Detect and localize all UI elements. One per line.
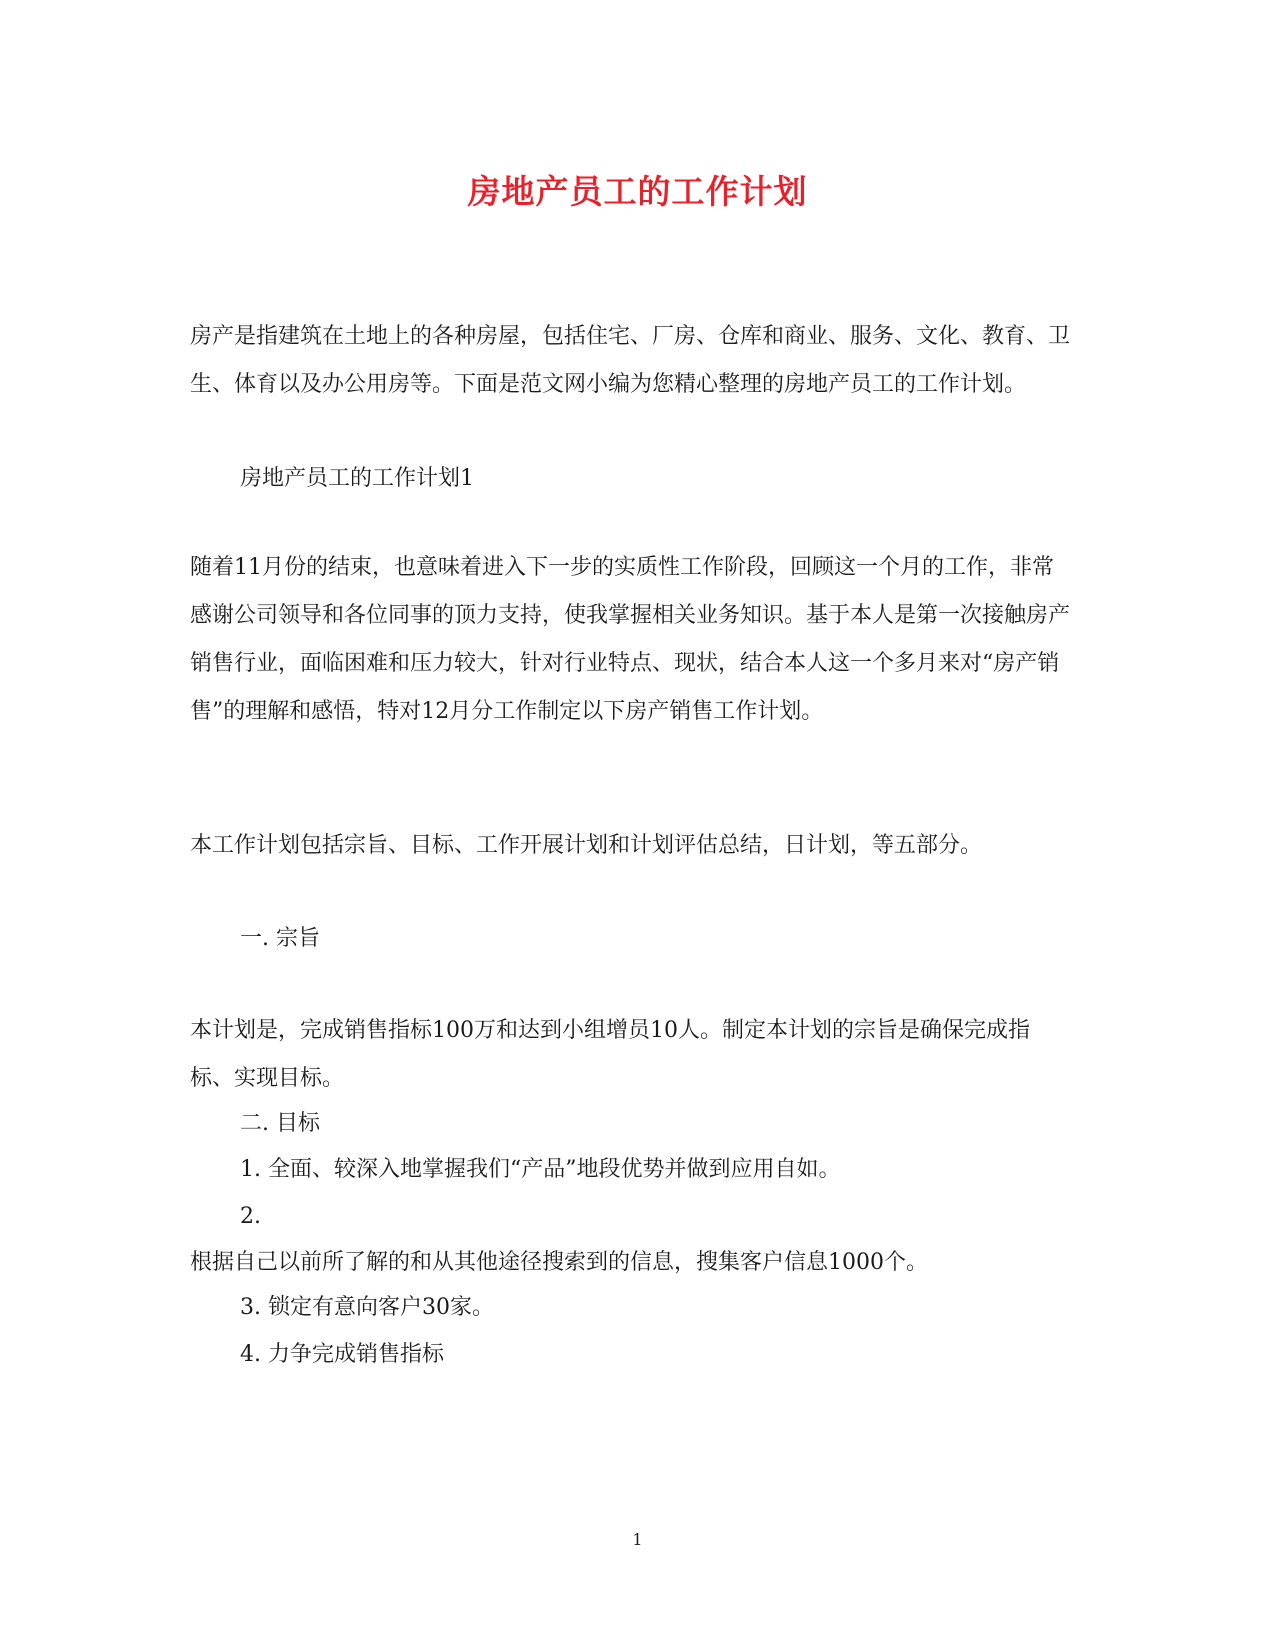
intro-paragraph: 房产是指建筑在土地上的各种房屋，包括住宅、厂房、仓库和商业、服务、文化、教育、卫生、体育以及办公用房等。下面是范文网小编为您精心整理的房地产员工的工作计划。 bbox=[190, 324, 1071, 397]
goal-item-2-number: 2. bbox=[240, 1204, 261, 1229]
document-title: 房地产员工的工作计划 bbox=[467, 172, 808, 211]
section-heading: 房地产员工的工作计划1 bbox=[240, 466, 474, 491]
heading-purpose: 一. 宗旨 bbox=[240, 926, 320, 951]
goal-item-4: 4. 力争完成销售指标 bbox=[240, 1342, 444, 1367]
goal-item-1: 1. 全面、较深入地掌握我们“产品”地段优势并做到应用自如。 bbox=[240, 1157, 841, 1182]
review-paragraph: 随着11月份的结束，也意味着进入下一步的实质性工作阶段，回顾这一个月的工作，非常感谢公司领导和各位同事的顶力支持，使我掌握相关业务知识。基于本人是第一次接触房产销售行业，面临困难和压力较大，针对行业特点、现状，结合本人这一个多月来对“房产销售”的理解和感悟，特对12月分工作制定以下房产销售工作计划。 bbox=[190, 555, 1071, 724]
goal-item-3: 3. 锁定有意向客户30家。 bbox=[240, 1295, 494, 1320]
heading-goals: 二. 目标 bbox=[240, 1111, 320, 1136]
page-number: 1 bbox=[632, 1530, 643, 1549]
goal-item-2-text: 根据自己以前所了解的和从其他途径搜索到的信息，搜集客户信息1000个。 bbox=[190, 1250, 928, 1275]
purpose-paragraph: 本计划是，完成销售指标100万和达到小组增员10人。制定本计划的宗旨是确保完成指标、实现目标。 bbox=[190, 1018, 1030, 1091]
scope-paragraph: 本工作计划包括宗旨、目标、工作开展计划和计划评估总结，日计划，等五部分。 bbox=[190, 833, 983, 858]
